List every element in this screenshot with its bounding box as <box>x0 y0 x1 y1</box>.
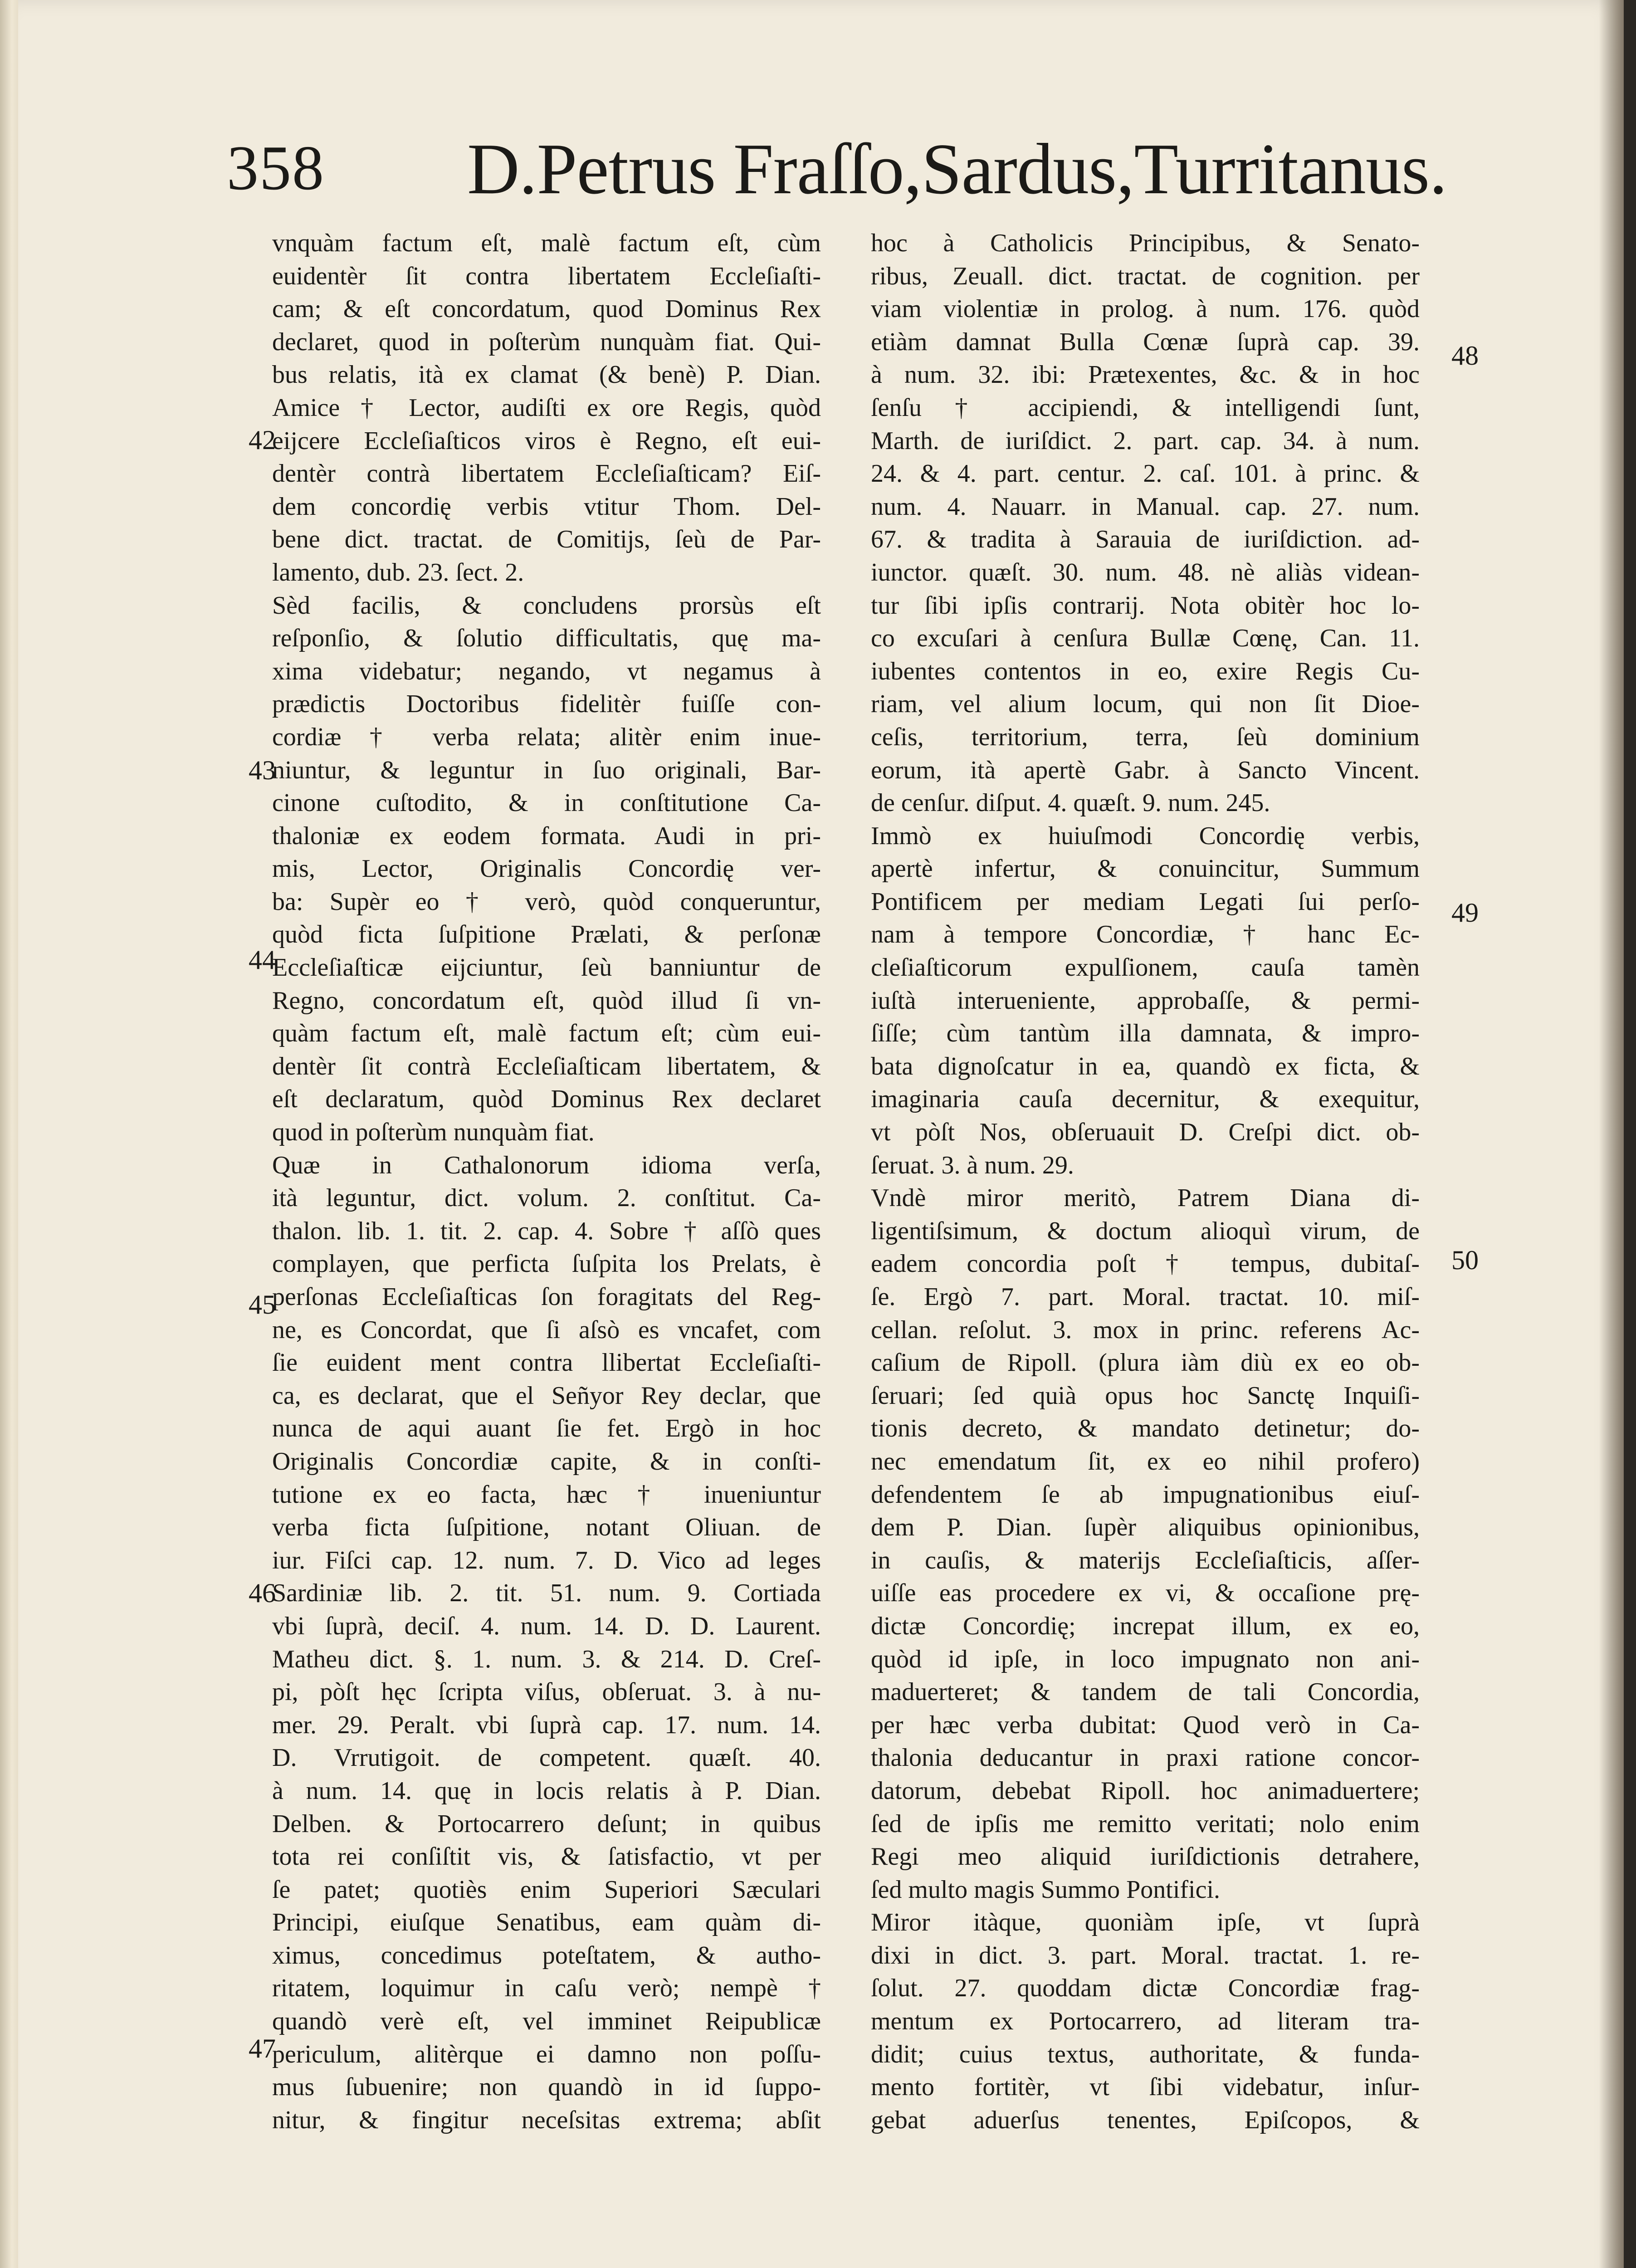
text-line: uiſſe eas procedere ex vi, & occaſione prę- <box>871 1579 1420 1608</box>
text-line: ca, es declarat, que el Señyor Rey declar, que <box>272 1381 821 1410</box>
margin-number: 43 <box>249 755 276 785</box>
text-line: dentèr ſit contrà Eccleſiaſticam libertatem, & <box>272 1052 821 1080</box>
margin-number: 49 <box>1451 898 1479 928</box>
text-line: Matheu dict. §. 1. num. 3. & 214. D. Creſ- <box>272 1645 821 1673</box>
margin-number: 50 <box>1451 1245 1479 1275</box>
text-line: euidentèr ſit contra libertatem Eccleſiaſti- <box>272 262 821 290</box>
text-line: num. 4. Nauarr. in Manual. cap. 27. num. <box>871 492 1420 521</box>
text-line: ſenſu † accipiendi, & intelligendi ſunt, <box>871 393 1420 422</box>
text-line: mer. 29. Peralt. vbi ſuprà cap. 17. num. 14. <box>272 1711 821 1739</box>
text-line: cam; & eſt concordatum, quod Dominus Rex <box>272 295 821 323</box>
margin-number: 48 <box>1451 341 1479 371</box>
text-line: ba: Supèr eo † verò, quòd conqueruntur, <box>272 887 821 916</box>
margin-number: 42 <box>249 425 276 455</box>
text-line: nec emendatum ſit, ex eo nihil profero) <box>871 1447 1420 1476</box>
text-line: vt pòſt Nos, obſeruauit D. Creſpi dict. ob- <box>871 1118 1420 1147</box>
text-line: iunctor. quæſt. 30. num. 48. nè aliàs videan- <box>871 558 1420 587</box>
text-line: ſe. Ergò 7. part. Moral. tractat. 10. miſ- <box>871 1283 1420 1311</box>
text-line: maduerteret; & tandem de tali Concordia, <box>871 1678 1420 1706</box>
text-line: nam à tempore Concordiæ, † hanc Ec- <box>871 920 1420 949</box>
text-line: hoc à Catholicis Principibus, & Senato- <box>871 229 1420 257</box>
text-line: Pontificem per mediam Legati ſui perſo- <box>871 887 1420 916</box>
text-line: nitur, & fingitur neceſsitas extrema; abſit <box>272 2106 821 2134</box>
text-line: tutione ex eo facta, hæc † inueniuntur <box>272 1480 821 1509</box>
text-line: à num. 14. quę in locis relatis à P. Dian. <box>272 1776 821 1805</box>
text-line: à num. 32. ibi: Prætexentes, &c. & in hoc <box>871 361 1420 389</box>
text-line: thalonia deducantur in praxi ratione concor- <box>871 1744 1420 1772</box>
text-line: apertè infertur, & conuincitur, Summum <box>871 855 1420 883</box>
text-line: bene dict. tractat. de Comitijs, ſeù de Par- <box>272 525 821 554</box>
left-column <box>272 227 821 2136</box>
text-line: etiàm damnat Bulla Cœnæ ſuprà cap. 39. <box>871 327 1420 356</box>
text-line: ſiſſe; cùm tantùm illa damnata, & impro- <box>871 1019 1420 1048</box>
text-line: Regi meo aliquid iuriſdictionis detrahere, <box>871 1843 1420 1871</box>
text-line: D. Vrrutigoit. de competent. quæſt. 40. <box>272 1744 821 1772</box>
text-line: eſt declaratum, quòd Dominus Rex declaret <box>272 1085 821 1114</box>
text-line: Eccleſiaſticæ eijciuntur, ſeù banniuntur de <box>272 953 821 982</box>
text-line: quàm factum eſt, malè factum eſt; cùm eui- <box>272 1019 821 1048</box>
text-line: ſed multo magis Summo Pontifici. <box>871 1875 1220 1904</box>
text-line: ſolut. 27. quoddam dictæ Concordiæ frag- <box>871 1974 1420 2003</box>
text-line: pi, pòſt hęc ſcripta viſus, obſeruat. 3. à nu- <box>272 1678 821 1706</box>
text-line: cleſiaſticorum expulſionem, cauſa tamèn <box>871 953 1420 982</box>
margin-number: 45 <box>249 1290 276 1320</box>
page-header <box>213 113 1529 218</box>
text-line: verba ficta ſuſpitione, notant Oliuan. de <box>272 1513 821 1542</box>
text-line: eorum, ità apertè Gabr. à Sancto Vincent. <box>871 756 1420 784</box>
running-head: D.Petrus Fraſſo,Sardus,Turritanus. <box>467 128 1447 209</box>
text-line: ſeruat. 3. à num. 29. <box>871 1151 1074 1179</box>
text-line: iuſtà interueniente, approbaſſe, & permi- <box>871 986 1420 1015</box>
text-line: Vndè miror meritò, Patrem Diana di- <box>871 1184 1420 1212</box>
text-line: declaret, quod in poſterùm nunquàm fiat. Qui- <box>272 327 821 356</box>
text-line: periculum, alitèrque ei damno non poſſu- <box>272 2040 821 2068</box>
text-line: de cenſur. diſput. 4. quæſt. 9. num. 245. <box>871 789 1270 817</box>
text-line: Regno, concordatum eſt, quòd illud ſi vn- <box>272 986 821 1015</box>
text-line: cordiæ † verba relata; alitèr enim inue- <box>272 723 821 751</box>
text-line: didit; cuius textus, authoritate, & funda- <box>871 2040 1420 2068</box>
text-line: 24. & 4. part. centur. 2. caſ. 101. à princ. & <box>871 459 1420 488</box>
text-line: Originalis Concordiæ capite, & in conſti- <box>272 1447 821 1476</box>
text-line: ſe patet; quotiès enim Superiori Sæculari <box>272 1875 821 1904</box>
text-line: ità leguntur, dict. volum. 2. conſtitut. Ca- <box>272 1184 821 1212</box>
text-line: Sèd facilis, & concludens prorsùs eſt <box>272 591 821 620</box>
text-line: vnquàm factum eſt, malè factum eſt, cùm <box>272 229 821 257</box>
text-line: Principi, eiuſque Senatibus, eam quàm di- <box>272 1908 821 1937</box>
text-line: co excuſari à cenſura Bullæ Cœnę, Can. 11. <box>871 624 1420 653</box>
text-line: mentum ex Portocarrero, ad literam tra- <box>871 2007 1420 2036</box>
text-line: ribus, Zeuall. dict. tractat. de cognition. per <box>871 262 1420 290</box>
text-line: Quæ in Cathalonorum idioma verſa, <box>272 1151 821 1179</box>
right-column <box>871 227 1420 2136</box>
text-line: lamento, dub. 23. ſect. 2. <box>272 558 524 587</box>
text-line: tota rei conſiſtit vis, & ſatisfactio, vt per <box>272 1843 821 1871</box>
gutter-shadow <box>1599 0 1624 2268</box>
text-line: Miror itàque, quoniàm ipſe, vt ſuprà <box>871 1908 1420 1937</box>
text-line: gebat aduerſus tenentes, Epiſcopos, & <box>871 2106 1420 2134</box>
page-number: 358 <box>227 133 325 203</box>
text-line: xima videbatur; negando, vt negamus à <box>272 657 821 685</box>
text-line: dem P. Dian. ſupèr aliquibus opinionibus, <box>871 1513 1420 1542</box>
text-line: ritatem, loquimur in caſu verò; nempè † <box>272 1974 821 2003</box>
margin-number: 47 <box>249 2033 276 2063</box>
margin-number: 46 <box>249 1578 276 1608</box>
text-line: per hæc verba dubitat: Quod verò in Ca- <box>871 1711 1420 1739</box>
text-line: ſie euident ment contra llibertat Eccleſiaſti- <box>272 1349 821 1377</box>
text-line: prædictis Doctoribus fidelitèr fuiſſe con- <box>272 690 821 719</box>
text-line: vbi ſuprà, deciſ. 4. num. 14. D. D. Laurent. <box>272 1612 821 1640</box>
text-line: datorum, debebat Ripoll. hoc animaduertere; <box>871 1776 1420 1805</box>
text-line: reſponſio, & ſolutio difficultatis, quę ma- <box>272 624 821 653</box>
text-line: Sardiniæ lib. 2. tit. 51. num. 9. Cortiada <box>272 1579 821 1608</box>
text-line: quòd ficta ſuſpitione Prælati, & perſonæ <box>272 920 821 949</box>
text-line: eadem concordia poſt † tempus, dubitaſ- <box>871 1250 1420 1278</box>
text-line: mento fortitèr, vt ſibi videbatur, inſur- <box>871 2073 1420 2102</box>
text-line: dictæ Concordię; increpat illum, ex eo, <box>871 1612 1420 1640</box>
text-line: niuntur, & leguntur in ſuo originali, Bar- <box>272 756 821 784</box>
text-line: dentèr contrà libertatem Eccleſiaſticam? Eiſ- <box>272 459 821 488</box>
text-line: cellan. reſolut. 3. mox in princ. referens Ac- <box>871 1315 1420 1344</box>
text-line: mis, Lector, Originalis Concordię ver- <box>272 855 821 883</box>
text-line: mus ſubuenire; non quandò in id ſuppo- <box>272 2073 821 2102</box>
text-line: tionis decreto, & mandato detinetur; do- <box>871 1414 1420 1443</box>
text-line: riam, vel alium locum, qui non ſit Dioe- <box>871 690 1420 719</box>
text-line: tur ſibi ipſis contrarij. Nota obitèr hoc lo- <box>871 591 1420 620</box>
text-line: ceſis, territorium, terra, ſeù dominium <box>871 723 1420 751</box>
text-line: Marth. de iuriſdict. 2. part. cap. 34. à num. <box>871 426 1420 455</box>
text-line: Delben. & Portocarrero deſunt; in quibus <box>272 1809 821 1838</box>
text-line: 67. & tradita à Sarauia de iuriſdiction. ad- <box>871 525 1420 554</box>
text-line: iubentes contentos in eo, exire Regis Cu- <box>871 657 1420 685</box>
text-line: ne, es Concordat, que ſi aſsò es vncafet, com <box>272 1315 821 1344</box>
text-line: ligentiſsimum, & doctum alioquì virum, de <box>871 1217 1420 1245</box>
text-line: quòd id ipſe, in loco impugnato non ani- <box>871 1645 1420 1673</box>
text-line: eijcere Eccleſiaſticos viros è Regno, eſt eui- <box>272 426 821 455</box>
text-line: dixi in dict. 3. part. Moral. tractat. 1. re- <box>871 1941 1420 1970</box>
text-line: quod in poſterùm nunquàm fiat. <box>272 1118 595 1147</box>
text-line: ſed de ipſis me remitto veritati; nolo enim <box>871 1809 1420 1838</box>
text-line: ximus, concedimus poteſtatem, & autho- <box>272 1941 821 1970</box>
text-line: cinone cuſtodito, & in conſtitutione Ca- <box>272 789 821 817</box>
text-line: iur. Fiſci cap. 12. num. 7. D. Vico ad leges <box>272 1546 821 1574</box>
text-line: perſonas Eccleſiaſticas ſon foragitats del Reg- <box>272 1283 821 1311</box>
text-line: viam violentiæ in prolog. à num. 176. quòd <box>871 295 1420 323</box>
text-line: imaginaria cauſa decernitur, & exequitur, <box>871 1085 1420 1114</box>
text-line: dem concordię verbis vtitur Thom. Del- <box>272 492 821 521</box>
text-line: Amice † Lector, audiſti ex ore Regis, quòd <box>272 393 821 422</box>
text-line: in cauſis, & materijs Eccleſiaſticis, aſſer- <box>871 1546 1420 1574</box>
text-line: defendentem ſe ab impugnationibus eiuſ- <box>871 1480 1420 1509</box>
text-line: bus relatis, ità ex clamat (& benè) P. Dian. <box>272 361 821 389</box>
text-line: complayen, que perficta ſuſpita los Prelats, è <box>272 1250 821 1278</box>
text-line: ſeruari; ſed quià opus hoc Sanctę Inquiſi- <box>871 1381 1420 1410</box>
text-line: thaloniæ ex eodem formata. Audi in pri- <box>272 821 821 850</box>
text-line: quandò verè eſt, vel imminet Reipublicæ <box>272 2007 821 2036</box>
text-line: Immò ex huiuſmodi Concordię verbis, <box>871 821 1420 850</box>
text-line: nunca de aqui auant ſie fet. Ergò in hoc <box>272 1414 821 1443</box>
text-line: thalon. lib. 1. tit. 2. cap. 4. Sobre † aſſò ques <box>272 1217 821 1245</box>
text-line: bata dignoſcatur in ea, quandò ex ficta, & <box>871 1052 1420 1080</box>
margin-number: 44 <box>249 945 276 975</box>
text-line: caſium de Ripoll. (plura iàm diù ex eo ob- <box>871 1349 1420 1377</box>
